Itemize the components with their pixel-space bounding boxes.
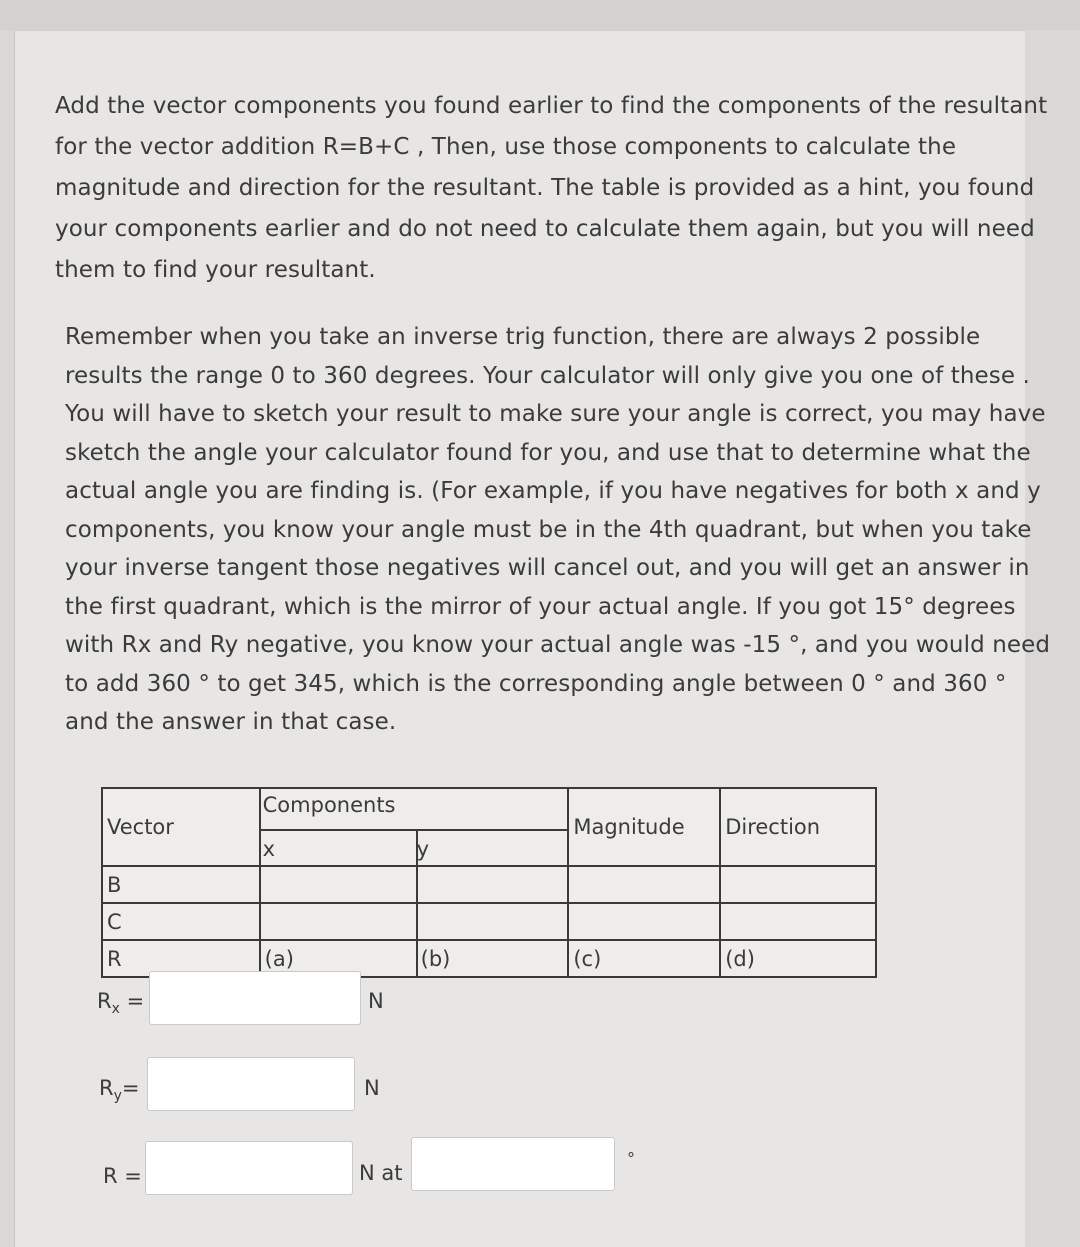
row-x: (a) [264, 947, 294, 971]
ry-label: $R_y=$ [99, 1076, 140, 1104]
hint-table [101, 787, 877, 978]
row-label: R [102, 940, 260, 977]
header-components: Components [262, 793, 396, 817]
ry-input[interactable] [147, 1057, 355, 1111]
r-magnitude-input[interactable] [145, 1141, 353, 1195]
header-vector: Vector [102, 788, 260, 866]
rx-input[interactable] [149, 971, 361, 1025]
r-label: R = [103, 1164, 142, 1188]
header-y: y [416, 837, 430, 861]
row-y: (b) [420, 947, 451, 971]
header-components-cell [260, 788, 569, 866]
ry-unit: N [364, 1076, 380, 1100]
cell-divider [416, 867, 418, 902]
row-direction [720, 903, 876, 940]
cell-divider [416, 941, 418, 976]
r-angle-input[interactable] [411, 1137, 615, 1191]
table-row [102, 903, 876, 940]
header-x: x [262, 837, 276, 861]
row-magnitude [568, 866, 720, 903]
question-paragraph-2: Remember when you take an inverse trig function, there are always 2 possible results the range 0 to 360 degrees. Your calculator will only give you one of these . You will have to sketch your result to make sure your angle is correct, you may have sketch the angle your calculator found for you, and use that to determine what the actual angle you are finding is. (For example, if you have negatives for both x and y components, you know your angle must be in the 4th quadrant, but when you take your inverse tangent those negatives will cancel out, and you will get an answer in the first quadrant, which is the mirror of your actual angle. If you got 15° degrees with Rx and Ry negative, you know your actual angle was -15 °, and you would need to add 360 ° to get 345, which is the corresponding angle between 0 ° and 360 ° and the answer in that case. [65, 324, 1051, 735]
row-label: C [102, 903, 260, 940]
header-magnitude: Magnitude [568, 788, 720, 866]
question-panel [14, 30, 1051, 1247]
components-divider-h [261, 829, 568, 831]
header-direction: Direction [720, 788, 876, 866]
row-direction [720, 866, 876, 903]
row-magnitude [568, 903, 720, 940]
r-unit: N at [359, 1161, 403, 1185]
row-label: B [102, 866, 260, 903]
rx-unit: N [368, 989, 384, 1013]
rx-label: $R_x$ = [97, 989, 145, 1017]
row-direction: (d) [720, 940, 876, 977]
cell-divider [416, 904, 418, 939]
table-row [102, 866, 876, 903]
question-paragraph-1: Add the vector components you found earlier to find the components of the resultant for the vector addition R=B+C , Then, use those components to calculate the magnitude and direction for the resultant. The table is provided as a hint, you found your components earlier and do not need to calculate them again, but you will need them to find your resultant. [55, 93, 1048, 283]
degree-unit: ° [627, 1149, 635, 1168]
row-magnitude: (c) [568, 940, 720, 977]
top-strip [0, 0, 1080, 30]
